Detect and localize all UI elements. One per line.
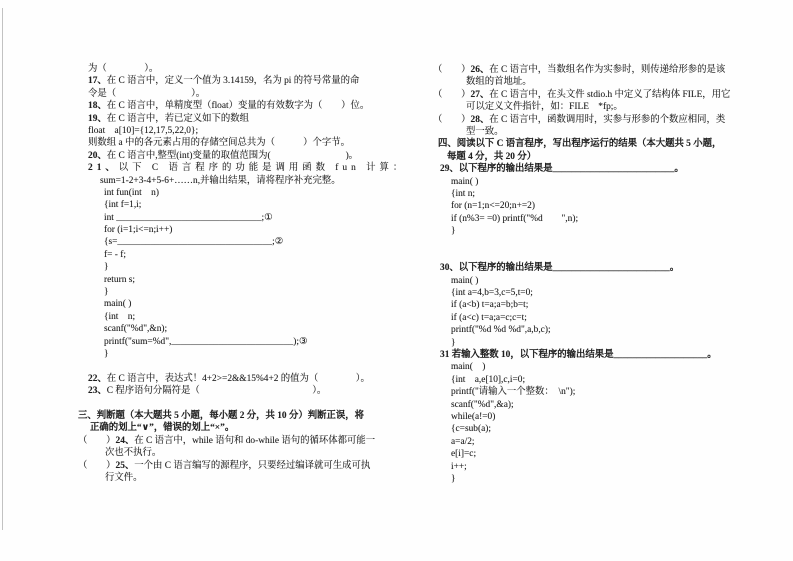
spacer-left-1 (75, 360, 410, 372)
q31-code-6 (433, 423, 768, 435)
q31-code-8 (433, 448, 768, 460)
text-span: a=a/2; (451, 436, 475, 447)
q21-code-7 (75, 261, 410, 273)
q23 (75, 385, 410, 397)
text-span: scanf("%d",&a); (451, 399, 514, 410)
text-span: printf("%d %d %d",a,b,c); (451, 325, 551, 336)
q21-code-1 (75, 187, 410, 199)
q30-code-3 (433, 299, 768, 311)
text-span: for (i=1;i<=n;i++) (104, 225, 173, 236)
text-span: （ ） (433, 89, 471, 100)
q17-line-2 (75, 88, 410, 100)
q21-code-11 (75, 311, 410, 323)
text-span: 数组的首地址。 (466, 77, 532, 88)
q30-head (433, 262, 768, 274)
q28-line-2 (433, 126, 768, 138)
text-span: （ ） (78, 435, 116, 446)
exam-column-right (433, 64, 768, 485)
q18 (75, 100, 410, 112)
q28-line-1 (433, 114, 768, 126)
text-span: main( ) (451, 362, 486, 373)
text-span: {int n; (451, 188, 476, 199)
text-span: 行文件。 (105, 472, 143, 483)
text-span: 29、以下程序的输出结果是__________________________。 (440, 164, 684, 175)
text-span: 21、 (88, 163, 119, 174)
q26-line-2 (433, 76, 768, 88)
q21-code-10 (75, 298, 410, 310)
q21-code-6 (75, 249, 410, 261)
q21-code-9 (75, 286, 410, 298)
text-span: C 程序语句分隔符是（ ）。 (106, 386, 327, 397)
q21-sum-line (75, 175, 410, 187)
q21-head (75, 162, 410, 174)
spacer-left-2 (75, 398, 410, 410)
text-span: 25、 (115, 460, 135, 471)
q30-code-1 (433, 275, 768, 287)
text-span: } (104, 348, 109, 359)
text-span: {c=sub(a); (451, 424, 491, 435)
text-span: 型一致。 (466, 126, 504, 137)
section4-heading-2 (433, 151, 768, 163)
q20 (75, 150, 410, 162)
text-span: for (n=1;n<=20;n+=2) (451, 201, 535, 212)
text-span: int _______________________________;① (104, 212, 273, 223)
spacer-right-2 (433, 250, 768, 262)
q31-code-2 (433, 374, 768, 386)
q16-tail (75, 63, 410, 75)
q21-code-2 (75, 199, 410, 211)
q21-code-3 (75, 212, 410, 224)
q26-line-1 (433, 64, 768, 76)
text-span: 在 C 语言中，表达式！4+2>=2&&15%4+2 的值为（ ）。 (106, 373, 370, 384)
text-span: 每题 4 分，共 20 分） (447, 151, 537, 162)
text-span: 则数组 a 中的各元素占用的存储空间总共为（ ）个字节。 (88, 138, 350, 149)
q31-code-7 (433, 436, 768, 448)
text-span: } (451, 473, 456, 484)
text-span: 在 C 语言中,整型(int)变量的取值范围为( )。 (106, 150, 359, 161)
q21-code-14 (75, 348, 410, 360)
q31-code-4 (433, 399, 768, 411)
q21-code-13 (75, 336, 410, 348)
text-span: } (451, 337, 456, 348)
text-span: （ ） (78, 460, 116, 471)
text-span: 三、判断题（本大题共 5 小题，每小题 2 分，共 10 分）判断正误，将 (78, 410, 364, 421)
q31-code-10 (433, 473, 768, 485)
text-span: （ ） (433, 114, 471, 125)
text-span: 31 若输入整数 10，以下程序的输出结果是____________________。 (440, 349, 717, 360)
text-span: 30、以下程序的输出结果是_________________________。 (440, 263, 680, 274)
q22 (75, 373, 410, 385)
q19-line-1 (75, 113, 410, 125)
text-span: 在 C 语言中，若已定义如下的数组 (106, 113, 249, 124)
q30-code-6 (433, 337, 768, 349)
text-span: 18、 (88, 101, 107, 112)
q25-line-1 (75, 460, 410, 472)
text-span: 可以定义文件指针，如：FILE *fp;。 (466, 102, 623, 113)
text-span: 次也不执行。 (105, 448, 162, 459)
text-span: 20、 (88, 150, 107, 161)
text-span: {int a,e[10],c,i=0; (451, 374, 526, 385)
text-span: 在 C 语言中，函数调用时，实参与形参的个数应相同，类 (489, 114, 726, 125)
text-span: } (451, 226, 456, 237)
text-span: 17、 (88, 76, 107, 87)
q25-line-2 (75, 472, 410, 484)
q24-line-1 (75, 435, 410, 447)
text-span: main( ) (104, 299, 132, 310)
spacer-right-1 (433, 237, 768, 249)
q24-line-2 (75, 447, 410, 459)
section3-heading-1 (75, 410, 410, 422)
q27-line-2 (433, 101, 768, 113)
text-span: float a[10]={12,17,5,22,0}; (88, 125, 199, 136)
q21-code-5 (75, 236, 410, 248)
text-span: （ ） (433, 65, 471, 75)
text-span: 22、 (88, 373, 107, 384)
q29-code-4 (433, 213, 768, 225)
text-span: f= - f; (104, 249, 126, 260)
text-span: if (a<c) t=a;a=c;c=t; (451, 312, 527, 323)
q30-code-2 (433, 287, 768, 299)
page-edge-line (2, 8, 3, 530)
q27-line-1 (433, 89, 768, 101)
text-span: sum=1-2+3-4+5-6+……n,并输出结果，请将程序补充完整。 (100, 175, 341, 186)
q17-line-1 (75, 75, 410, 87)
q31-head (433, 349, 768, 361)
q31-code-9 (433, 461, 768, 473)
q30-code-5 (433, 324, 768, 336)
q21-code-4 (75, 224, 410, 236)
q31-code-3 (433, 386, 768, 398)
text-span: 24、 (115, 435, 135, 446)
text-span: } (104, 287, 109, 298)
text-span: 在 C 语言中，在头文件 stdio.h 中定义了结构体 FILE，用它 (489, 89, 731, 100)
q29-code-1 (433, 176, 768, 188)
text-span: main( ) (451, 176, 479, 187)
q29-code-5 (433, 225, 768, 237)
text-span: scanf("%d",&n); (104, 324, 168, 335)
text-span: main( ) (451, 275, 479, 286)
text-span: if (n%3= =0) printf("%d ",n); (451, 213, 579, 224)
q29-head (433, 163, 768, 175)
text-span: 以下 C 语言程序的功能是调用函数 fun 计算： (118, 163, 407, 174)
text-span: {int f=1,i; (104, 200, 142, 211)
text-span: i++; (451, 461, 467, 472)
text-span: } (104, 262, 109, 273)
text-span: {int n; (104, 311, 136, 322)
q31-code-5 (433, 411, 768, 423)
text-span: int fun(int n) (104, 187, 159, 198)
q19-line-2 (75, 137, 410, 149)
text-span: {s=_________________________________;② (104, 237, 284, 248)
q21-code-8 (75, 274, 410, 286)
text-span: 26、 (470, 65, 490, 75)
text-span: {int a=4,b=3,c=5,t=0; (451, 288, 533, 299)
text-span: 在 C 语言中，while 语句和 do-while 语句的循环体都可能一 (134, 435, 376, 446)
text-span: 在 C 语言中，定义一个值为 3.14159，名为 pi 的符号常量的命 (106, 76, 360, 87)
text-span: 一个由 C 语言编写的源程序，只要经过编译就可生成可执 (134, 460, 371, 471)
text-span: while(a!=0) (451, 411, 496, 422)
text-span: 27、 (470, 89, 490, 100)
text-span: 在 C 语言中，当数组名作为实参时，则传递给形参的是该 (489, 65, 726, 75)
text-span: return s; (104, 274, 135, 285)
text-span: printf("请输入一个整数： \n"); (451, 387, 576, 398)
text-span: e[i]=c; (451, 449, 477, 460)
text-span: printf("sum=%d",__________________________);③ (104, 336, 308, 347)
section3-heading-2 (75, 422, 410, 434)
text-span: 28、 (470, 114, 490, 125)
text-span: 23、 (88, 386, 107, 397)
q29-code-3 (433, 200, 768, 212)
section4-heading-1 (433, 138, 768, 150)
exam-column-left (75, 63, 410, 484)
text-span: if (a<b) t=a;a=b;b=t; (451, 300, 529, 311)
text-span: 为（ ）。 (88, 64, 159, 74)
text-span: 19、 (88, 113, 107, 124)
q21-code-12 (75, 323, 410, 335)
q19-array-def (75, 125, 410, 137)
text-span: 四、阅读以下 C 语言程序，写出程序运行的结果（本大题共 5 小题， (438, 139, 722, 150)
q31-code-1 (433, 361, 768, 373)
text-span: 正确的划上“∨”，错误的划上“×”。 (90, 423, 235, 434)
text-span: 令是（ ）。 (88, 88, 206, 99)
q29-code-2 (433, 188, 768, 200)
text-span: 在 C 语言中，单精度型（float）变量的有效数字为（ ）位。 (106, 101, 370, 112)
q30-code-4 (433, 312, 768, 324)
